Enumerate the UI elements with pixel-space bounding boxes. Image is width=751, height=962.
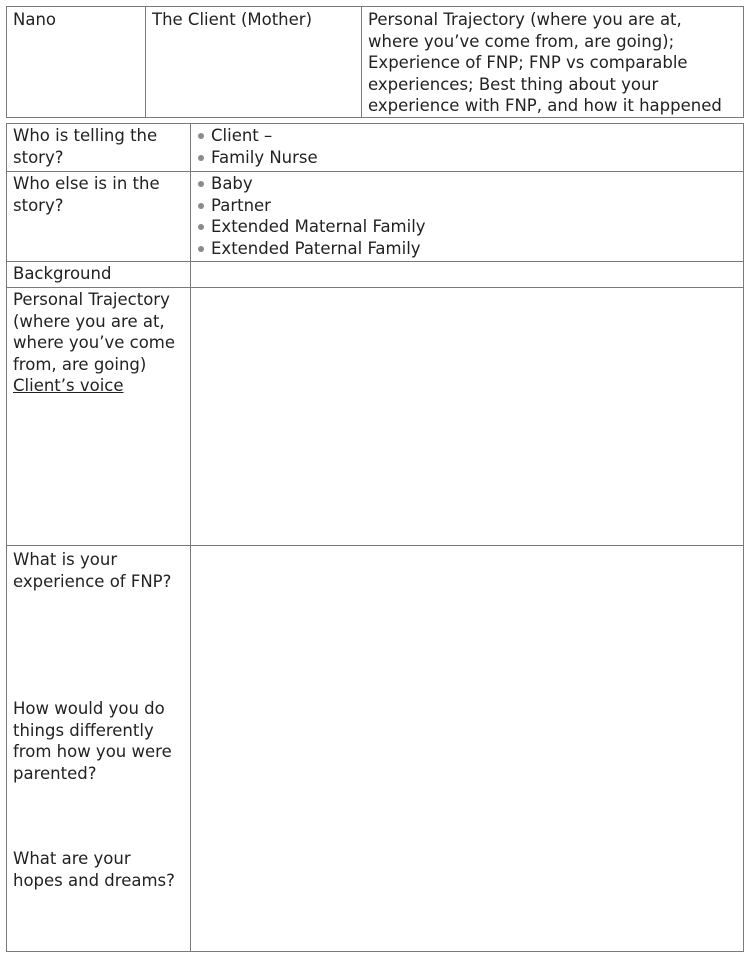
row-experience — [7, 546, 744, 952]
row-background — [7, 262, 744, 288]
row-others — [7, 172, 744, 262]
trajectory-label-cell — [7, 288, 191, 546]
teller-label: Who is telling the story? — [7, 124, 191, 172]
list-item: Family Nurse — [197, 147, 737, 169]
header-table — [6, 6, 744, 118]
question-hopes: What are your hopes and dreams? — [13, 849, 175, 890]
others-list — [197, 173, 737, 259]
experience-value[interactable] — [191, 546, 744, 952]
background-label: Background — [7, 262, 191, 288]
teller-list — [197, 125, 737, 168]
story-table — [6, 123, 744, 952]
experience-label-cell — [7, 546, 191, 952]
list-item: Extended Paternal Family — [197, 238, 737, 260]
list-item: Partner — [197, 195, 737, 217]
others-label: Who else is in the story? — [7, 172, 191, 262]
question-differently: How would you do things differently from how you were parented? — [13, 699, 172, 783]
list-item: Client – — [197, 125, 737, 147]
background-value[interactable] — [191, 262, 744, 288]
header-row — [7, 7, 744, 118]
topics-cell: Personal Trajectory (where you are at, where you’ve come from, are going); Experience of FNP; FNP vs comparable experiences; Best thing about your experience with FNP, and how it happened — [362, 7, 744, 118]
trajectory-value[interactable] — [191, 288, 744, 546]
question-experience: What is your experience of FNP? — [13, 550, 172, 591]
document-title: Nano — [7, 7, 146, 118]
row-teller — [7, 124, 744, 172]
list-item: Extended Maternal Family — [197, 216, 737, 238]
list-item: Baby — [197, 173, 737, 195]
others-list-cell — [191, 172, 744, 262]
trajectory-label: Personal Trajectory (where you are at, where you’ve come from, are going) — [13, 290, 176, 374]
row-trajectory — [7, 288, 744, 546]
clients-voice-label: Client’s voice — [13, 376, 124, 395]
teller-list-cell — [191, 124, 744, 172]
subject-cell: The Client (Mother) — [146, 7, 362, 118]
